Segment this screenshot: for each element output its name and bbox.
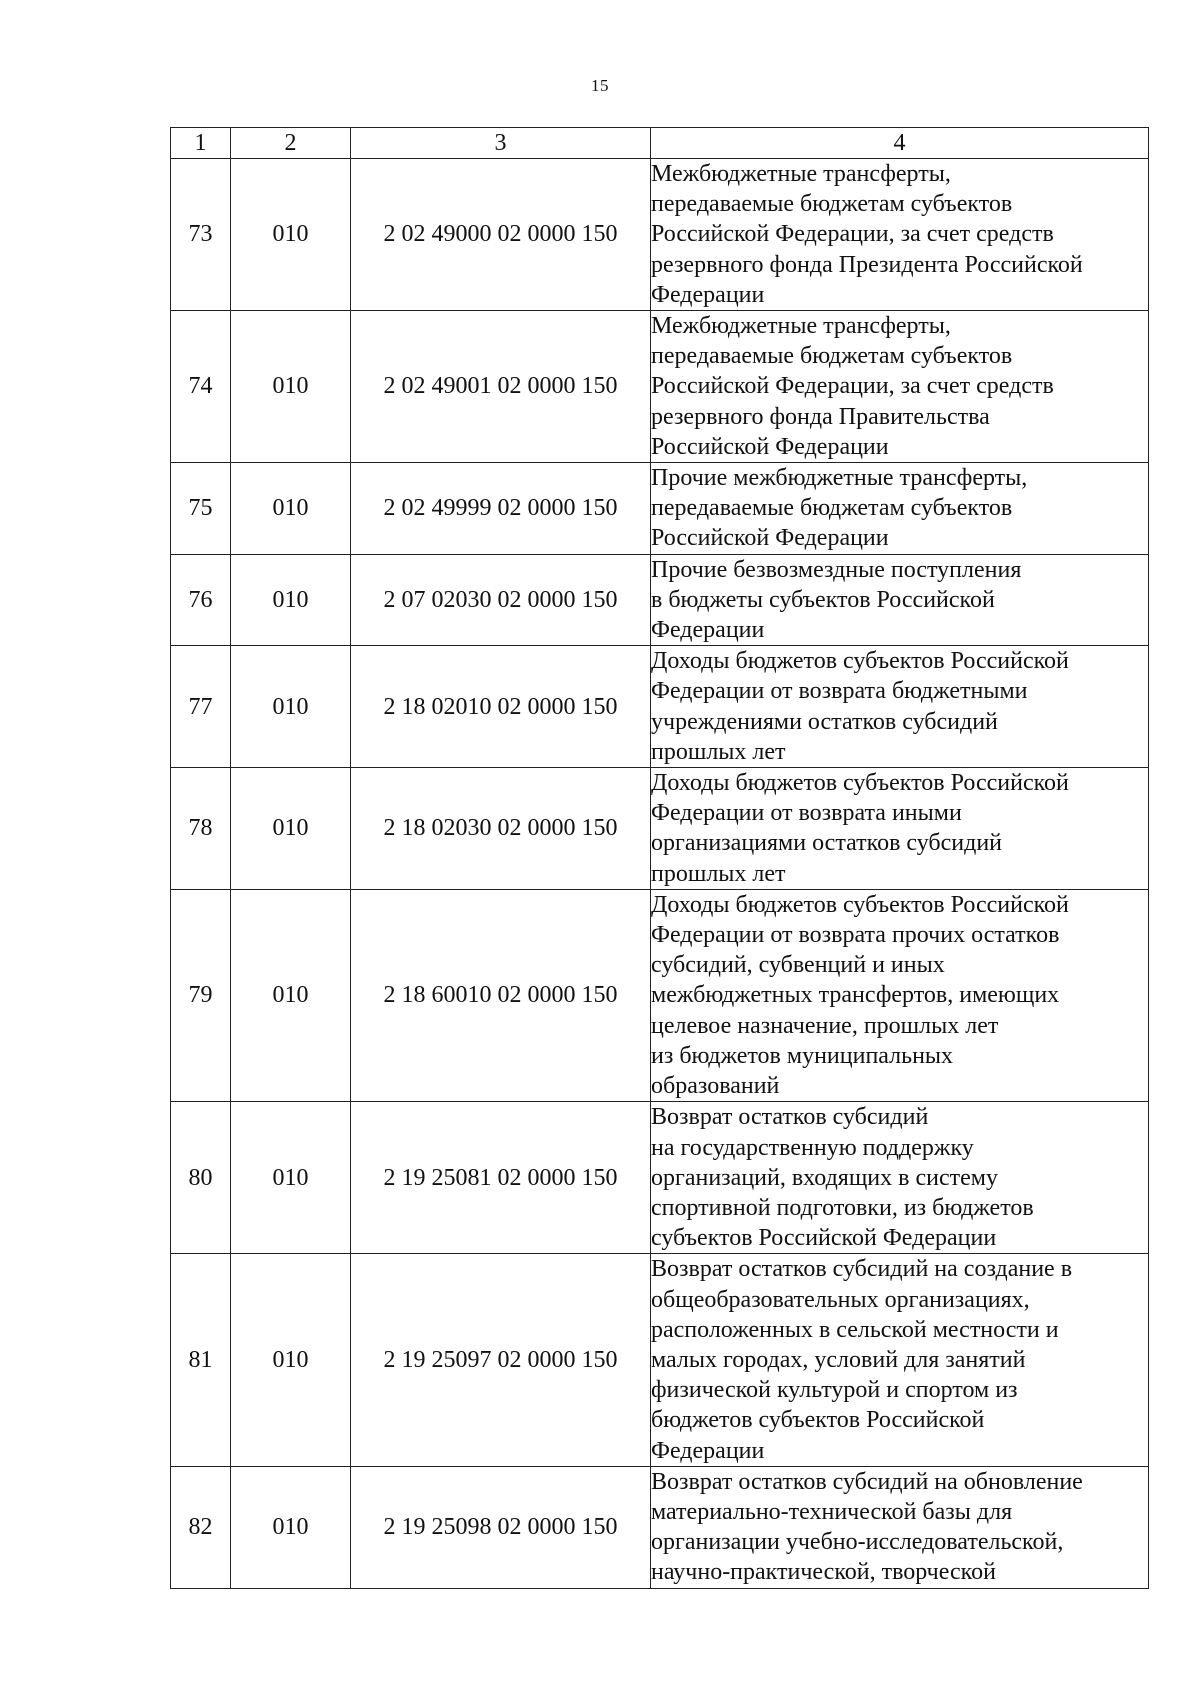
admin-code-cell: 010 bbox=[231, 554, 351, 646]
column-header-2: 2 bbox=[231, 128, 351, 159]
admin-code-cell: 010 bbox=[231, 1466, 351, 1588]
row-number-cell: 74 bbox=[171, 311, 231, 463]
admin-code-cell: 010 bbox=[231, 1102, 351, 1254]
row-number-cell: 81 bbox=[171, 1254, 231, 1466]
row-number-cell: 80 bbox=[171, 1102, 231, 1254]
admin-code-cell: 010 bbox=[231, 1254, 351, 1466]
table-row bbox=[171, 1102, 1149, 1254]
description-cell: Возврат остатков субсидий на государственную поддержку организаций, входящих в систему спортивной подготовки, из бюджетов субъектов Российской Федерации bbox=[651, 1102, 1149, 1254]
budget-code-cell: 2 07 02030 02 0000 150 bbox=[351, 554, 651, 646]
admin-code-cell: 010 bbox=[231, 311, 351, 463]
description-cell: Возврат остатков субсидий на обновление материально-технической базы для организации учебно-исследовательской, научно-практической, творческой bbox=[651, 1466, 1149, 1588]
budget-code-cell: 2 19 25097 02 0000 150 bbox=[351, 1254, 651, 1466]
description-cell: Прочие межбюджетные трансферты, передаваемые бюджетам субъектов Российской Федерации bbox=[651, 463, 1149, 555]
table-row bbox=[171, 889, 1149, 1101]
description-cell: Межбюджетные трансферты, передаваемые бюджетам субъектов Российской Федерации, за счет средств резервного фонда Президента Российской Федерации bbox=[651, 159, 1149, 311]
table-row bbox=[171, 463, 1149, 555]
admin-code-cell: 010 bbox=[231, 646, 351, 768]
admin-code-cell: 010 bbox=[231, 463, 351, 555]
column-header-1: 1 bbox=[171, 128, 231, 159]
row-number-cell: 73 bbox=[171, 159, 231, 311]
budget-code-cell: 2 19 25098 02 0000 150 bbox=[351, 1466, 651, 1588]
admin-code-cell: 010 bbox=[231, 889, 351, 1101]
description-cell: Прочие безвозмездные поступления в бюджеты субъектов Российской Федерации bbox=[651, 554, 1149, 646]
header-row bbox=[171, 128, 1149, 159]
table-row bbox=[171, 646, 1149, 768]
budget-code-cell: 2 02 49001 02 0000 150 bbox=[351, 311, 651, 463]
row-number-cell: 78 bbox=[171, 768, 231, 890]
row-number-cell: 77 bbox=[171, 646, 231, 768]
table-row bbox=[171, 311, 1149, 463]
table-header bbox=[171, 128, 1149, 159]
description-cell: Возврат остатков субсидий на создание в общеобразовательных организациях, расположенных в сельской местности и малых городах, условий для занятий физической культурой и спортом из бюджетов субъектов Российской Федерации bbox=[651, 1254, 1149, 1466]
description-cell: Межбюджетные трансферты, передаваемые бюджетам субъектов Российской Федерации, за счет средств резервного фонда Правительства Российской Федерации bbox=[651, 311, 1149, 463]
row-number-cell: 76 bbox=[171, 554, 231, 646]
table-row bbox=[171, 768, 1149, 890]
page-number: 15 bbox=[591, 76, 609, 95]
column-header-3: 3 bbox=[351, 128, 651, 159]
table-row bbox=[171, 159, 1149, 311]
revenue-codes-table bbox=[170, 127, 1149, 1589]
budget-code-cell: 2 18 02030 02 0000 150 bbox=[351, 768, 651, 890]
row-number-cell: 79 bbox=[171, 889, 231, 1101]
budget-code-cell: 2 19 25081 02 0000 150 bbox=[351, 1102, 651, 1254]
budget-code-cell: 2 02 49000 02 0000 150 bbox=[351, 159, 651, 311]
description-cell: Доходы бюджетов субъектов Российской Федерации от возврата бюджетными учреждениями остатков субсидий прошлых лет bbox=[651, 646, 1149, 768]
admin-code-cell: 010 bbox=[231, 768, 351, 890]
admin-code-cell: 010 bbox=[231, 159, 351, 311]
column-header-4: 4 bbox=[651, 128, 1149, 159]
table-row bbox=[171, 554, 1149, 646]
table-row bbox=[171, 1254, 1149, 1466]
description-cell: Доходы бюджетов субъектов Российской Федерации от возврата иными организациями остатков субсидий прошлых лет bbox=[651, 768, 1149, 890]
description-cell: Доходы бюджетов субъектов Российской Федерации от возврата прочих остатков субсидий, субвенций и иных межбюджетных трансфертов, имеющих целевое назначение, прошлых лет из бюджетов муниципальных образований bbox=[651, 889, 1149, 1101]
row-number-cell: 82 bbox=[171, 1466, 231, 1588]
table-body bbox=[171, 159, 1149, 1589]
budget-code-cell: 2 18 02010 02 0000 150 bbox=[351, 646, 651, 768]
table-row bbox=[171, 1466, 1149, 1588]
budget-code-cell: 2 02 49999 02 0000 150 bbox=[351, 463, 651, 555]
row-number-cell: 75 bbox=[171, 463, 231, 555]
budget-code-cell: 2 18 60010 02 0000 150 bbox=[351, 889, 651, 1101]
